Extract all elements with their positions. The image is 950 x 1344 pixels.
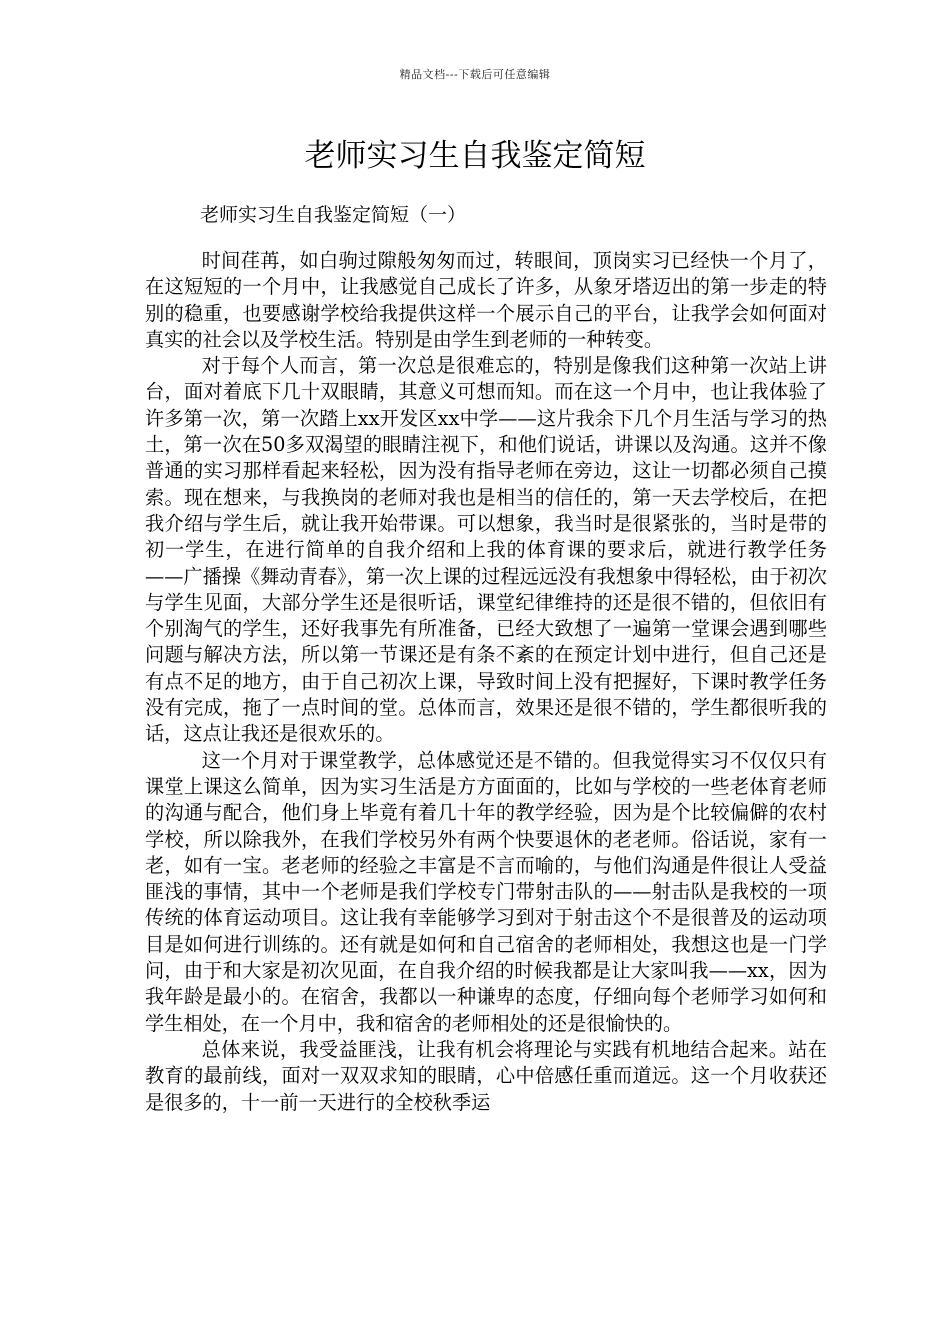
header-note: 精品文档---下载后可任意编辑 [399,68,551,81]
paragraph: 总体来说，我受益匪浅，让我有机会将理论与实践有机地结合起来。站在教育的最前线，面对一双双求知的眼睛，心中倍感任重而道远。这一个月收获还是很多的，十一前一天进行的全校秋季运 [145,1037,827,1114]
paragraph: 时间荏苒，如白驹过隙般匆匆而过，转眼间，顶岗实习已经快一个月了，在这短短的一个月中，让我感觉自己成长了许多，从象牙塔迈出的第一步走的特别的稳重，也要感谢学校给我提供这样一个展示自己的平台，让我学会如何面对真实的社会以及学校生活。特别是由学生到老师的一种转变。 [145,249,827,351]
paragraph: 对于每个人而言，第一次总是很难忘的，特别是像我们这种第一次站上讲台，面对着底下几十双眼睛，其意义可想而知。而在这一个月中，也让我体验了许多第一次，第一次踏上xx开发区xx中学——这片我余下几个月生活与学习的热土，第一次在50多双渴望的眼睛注视下，和他们说话，讲课以及沟通。这并不像普通的实习那样看起来轻松，因为没有指导老师在旁边，这让一切都必须自己摸索。现在想来，与我换岗的老师对我也是相当的信任的，第一天去学校后，在把我介绍与学生后，就让我开始带课。可以想象，我当时是很紧张的，当时是带的初一学生，在进行简单的自我介绍和上我的体育课的要求后，就进行教学任务——广播操《舞动青春》，第一次上课的过程远远没有我想象中得轻松，由于初次与学生见面，大部分学生还是很听话，课堂纪律维持的还是很不错的，但依旧有个别淘气的学生，还好我事先有所准备，已经大致想了一遍第一堂课会遇到哪些问题与解决方法，所以第一节课还是有条不紊的在预定计划中进行，但自己还是有点不足的地方，由于自己初次上课，导致时间上没有把握好，下课时教学任务没有完成，拖了一点时间的堂。总体而言，效果还是很不错的，学生都很听我的话，这点让我还是很欢乐的。 [145,354,827,746]
paragraph: 这一个月对于课堂教学，总体感觉还是不错的。但我觉得实习不仅仅只有课堂上课这么简单，因为实习生活是方方面面的，比如与学校的一些老体育老师的沟通与配合，他们身上毕竟有着几十年的教学经验，因为是个比较偏僻的农村学校，所以除我外，在我们学校另外有两个快要退休的老老师。俗话说，家有一老，如有一宝。老老师的经验之丰富是不言而喻的，与他们沟通是件很让人受益匪浅的事情，其中一个老师是我们学校专门带射击队的——射击队是我校的一项传统的体育运动项目。这让我有幸能够学习到对于射击这个不是很普及的运动项目是如何进行训练的。还有就是如何和自己宿舍的老师相处，我想这也是一门学问，由于和大家是初次见面，在自我介绍的时候我都是让大家叫我——xx，因为我年龄是最小的。在宿舍，我都以一种谦卑的态度，仔细向每个老师学习如何和学生相处，在一个月中，我和宿舍的老师相处的还是很愉快的。 [145,748,827,1035]
section-subtitle: 老师实习生自我鉴定简短（一） [200,204,467,226]
body-text [145,248,827,1116]
document-title: 老师实习生自我鉴定简短 [304,138,646,174]
